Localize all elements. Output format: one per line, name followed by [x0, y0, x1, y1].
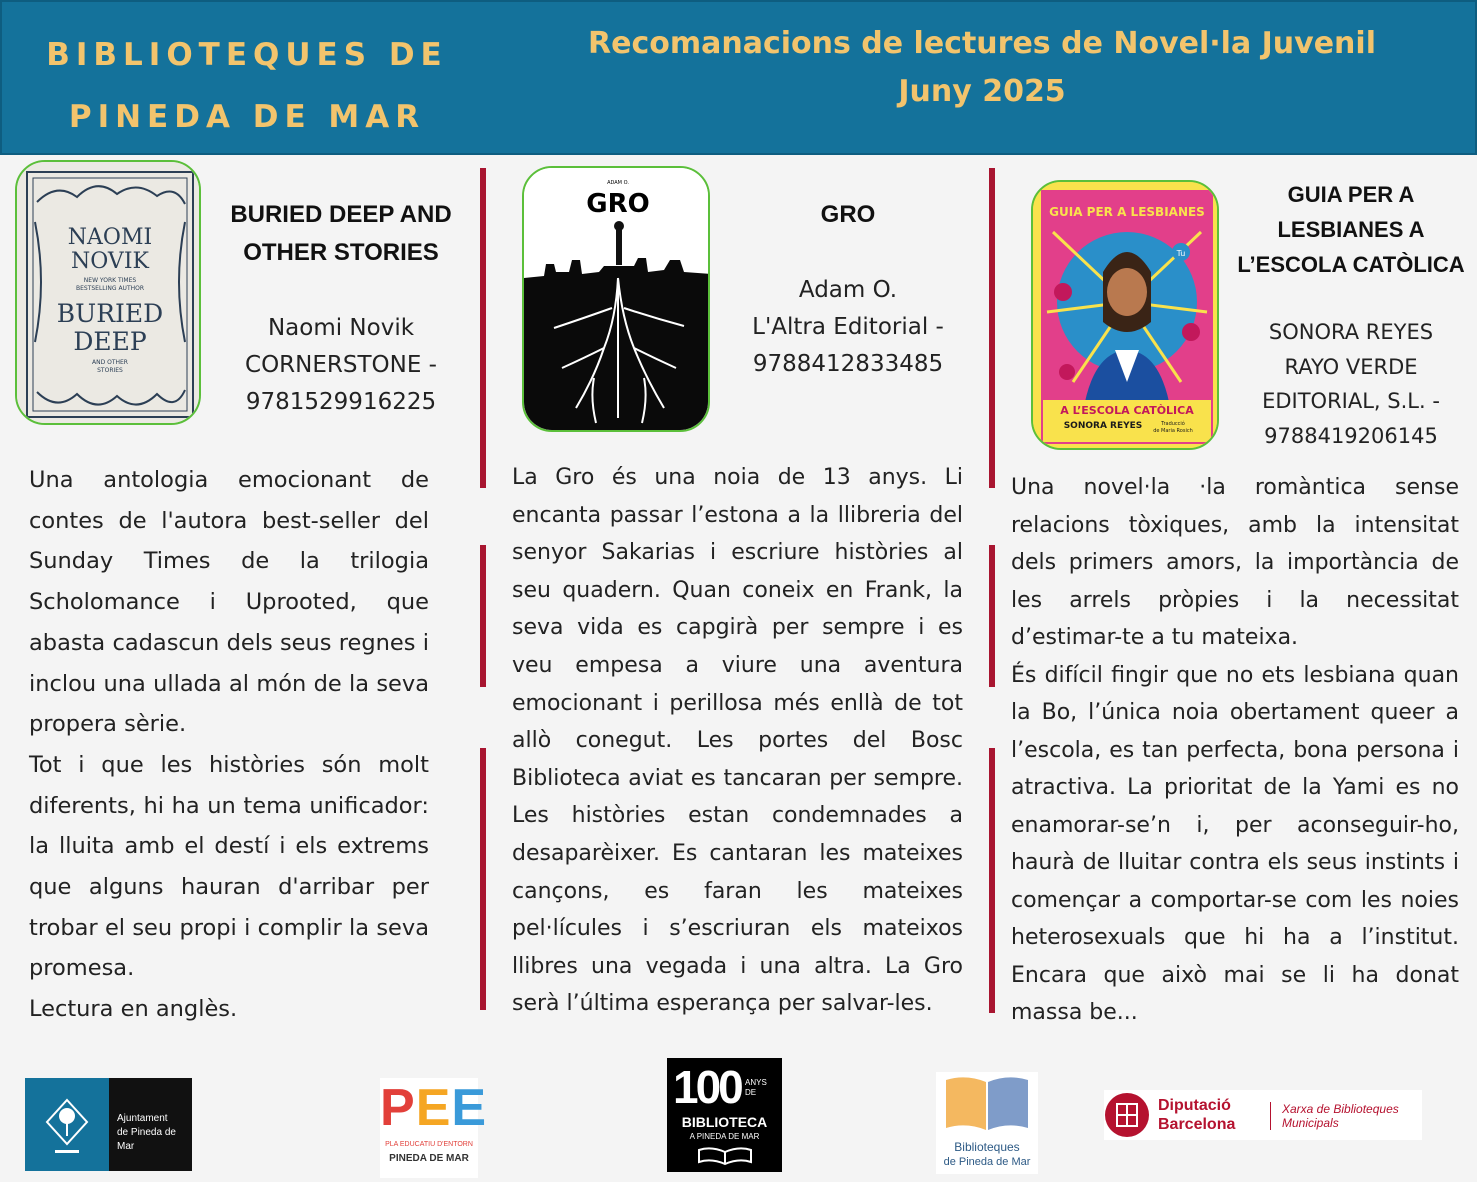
book-title-line: BURIED DEEP AND [230, 201, 452, 228]
book-description-buried-deep [29, 460, 429, 1030]
header-banner [0, 0, 1477, 155]
guia-cover-art [1033, 182, 1219, 450]
book-title-guia-lesbianes [1226, 177, 1476, 282]
description-paragraph: Lectura en anglès. [29, 996, 238, 1023]
centenary-word: BIBLIOTECA [681, 1114, 768, 1130]
book-isbn: 9788419206145 [1264, 423, 1438, 448]
cover-tagline-2: BESTSELLING AUTHOR [75, 285, 145, 292]
description-paragraph: Una antologia emocionant de contes de l'autora best-seller del Sunday Times de la trilogia Scholomance i Uprooted, que abasta cadascun dels seus regnes i inclou una ullada al món de la seva propera sèrie. [29, 467, 429, 738]
diputacio-emblem-icon [1104, 1092, 1150, 1138]
description-paragraph: És difícil fingir que no ets lesbiana quan la Bo, l’única noia obertament queer a l’escola, es tan perfecta, bona persona i atractiva. La prioritat de la Yami es no enamorar-se’n i, per aconseguir-ho, haurà de lluitar contra els seus instints i començar a comportar-se com les noies heterosexuals que hi ha a l’institut. Encara que això mai se li ha donat massa be... [1011, 662, 1459, 1025]
cover-title-top: GUIA PER A LESBIANES [1049, 205, 1205, 219]
biblioteques-logo [936, 1072, 1038, 1174]
book-publisher-cont: EDITORIAL, S.L. - [1262, 389, 1440, 413]
book-publisher: L'Altra Editorial - [752, 314, 944, 340]
biblio-line-1: Biblioteques [954, 1140, 1020, 1154]
cover-translator-1: Traducció [1161, 421, 1185, 427]
book-isbn: 9788412833485 [752, 351, 944, 377]
recommendation-title-line-1: Recomanacions de lectures de Novel·la Juvenil [588, 26, 1376, 61]
column-divider [989, 168, 995, 488]
ajuntament-text [117, 1112, 189, 1154]
library-name [32, 24, 462, 148]
column-divider [480, 545, 486, 687]
cover-badge: Tu [1176, 249, 1186, 258]
book-author: Naomi Novik [267, 315, 415, 341]
cover-author-last: NOVIK [71, 249, 149, 274]
centenary-small: ANYS DE [745, 1078, 767, 1097]
cover-subtitle-1: AND OTHER [92, 359, 128, 366]
biblio-line-2: de Pineda de Mar [943, 1156, 1031, 1168]
cover-title-2: DEEP [73, 327, 147, 356]
description-paragraph: Tot i que les històries són molt diferents, hi ha un tema unificador: la lluita amb el destí i els extrems que alguns hauran d'arribar per trobar el seu propi i complir la seva promesa. [29, 751, 429, 982]
xarxa-line-1: Xarxa de Biblioteques [1282, 1102, 1399, 1116]
centenary-place: A PINEDA DE MAR [689, 1132, 760, 1141]
ajuntament-line-2: de Pineda de Mar [117, 1127, 176, 1152]
book-author: SONORA REYES [1268, 320, 1434, 344]
pee-logo [380, 1078, 488, 1178]
cover-subtitle-2: STORIES [97, 367, 123, 374]
open-book-icon [697, 1146, 753, 1166]
cover-author: SONORA REYES [1063, 421, 1143, 431]
xarxa-name [1282, 1102, 1399, 1130]
column-divider [989, 545, 995, 687]
cover-title-bottom: A L’ESCOLA CATÒLICA [1060, 404, 1194, 417]
cover-title: GRO [586, 189, 650, 219]
book-title-gro [740, 196, 956, 234]
xarxa-line-2: Municipals [1282, 1116, 1339, 1130]
cover-author-first: NAOMI [67, 225, 153, 250]
book-title-buried-deep [222, 196, 460, 272]
book-cover-guia-lesbianes [1031, 180, 1219, 450]
pee-subtitle: PLA EDUCATIU D'ENTORN [385, 1141, 473, 1148]
recommendation-date: Juny 2025 [898, 74, 1066, 109]
cover-title-1: BURIED [56, 299, 164, 328]
book-title-line: OTHER STORIES [243, 239, 439, 266]
diputacio-line-1: Diputació [1158, 1097, 1231, 1114]
diputacio-line-2: Barcelona [1158, 1116, 1236, 1133]
pee-letters: PEE [380, 1079, 488, 1137]
book-title-line: LESBIANES A [1277, 217, 1425, 242]
book-publisher: RAYO VERDE [1284, 354, 1418, 379]
centenary-logo [667, 1058, 782, 1172]
logo-divider [1270, 1102, 1271, 1130]
cover-translator-2: de Maria Rosich [1153, 428, 1193, 434]
buried-deep-cover-art [17, 162, 201, 425]
book-meta-guia-lesbianes [1236, 315, 1466, 453]
diputacio-name [1158, 1096, 1235, 1134]
tree-icon [25, 1078, 109, 1171]
book-description-guia-lesbianes [1011, 469, 1459, 1032]
cover-tagline-1: NEW YORK TIMES [83, 277, 137, 284]
cover-author: ADAM O. [607, 180, 629, 186]
book-description-gro [512, 459, 963, 1023]
book-title-line: L’ESCOLA CATÒLICA [1237, 252, 1465, 277]
open-book-icon [942, 1074, 1032, 1134]
book-meta-gro [730, 272, 966, 383]
ajuntament-logo [25, 1078, 192, 1171]
book-isbn: 9781529916225 [245, 389, 437, 415]
recommendation-title [562, 20, 1402, 116]
book-cover-gro [522, 166, 710, 432]
book-title-line: GUIA PER A [1287, 182, 1415, 207]
book-title-line: GRO [820, 201, 876, 228]
ajuntament-emblem [25, 1078, 109, 1171]
book-meta-buried-deep [222, 310, 460, 421]
centenary-number: 100 [673, 1061, 741, 1113]
description-paragraph: La Gro és una noia de 13 anys. Li encanta passar l’estona a la llibreria del senyor Sakarias i escriure històries al seu quadern. Quan coneix en Frank, la seva vida es capgirà per sempre i es veu empesa a viure una aventura emocionant i perillosa més enllà de tot allò conegut. Les portes del Bosc Biblioteca aviat es tancaran per sempre. Les històries estan condemnades a desaparèixer. Es cantaran les mateixes cançons, es faran les mateixes pel·lícules i s’escriuran els mateixos llibres una vegada i una altra. La Gro serà l’última esperança per salvar-les. [512, 465, 963, 1017]
book-publisher: CORNERSTONE - [245, 352, 437, 378]
pee-place: PINEDA DE MAR [389, 1153, 469, 1164]
book-cover-buried-deep [15, 160, 201, 425]
column-divider [989, 748, 995, 1013]
column-divider [480, 168, 486, 488]
ajuntament-line-1: Ajuntament [117, 1113, 168, 1124]
gro-cover-art [524, 168, 710, 432]
book-author: Adam O. [798, 277, 898, 303]
column-divider [480, 748, 486, 1010]
diputacio-logo [1104, 1090, 1422, 1140]
library-name-line-1: BIBLIOTEQUES DE [46, 37, 448, 73]
library-name-line-2: PINEDA DE MAR [68, 99, 426, 135]
description-paragraph: Una novel·la ·la romàntica sense relacions tòxiques, amb la intensitat dels primers amors, la importància de les arrels pròpies i la necessitat d’estimar-te a tu mateixa. [1011, 475, 1459, 650]
